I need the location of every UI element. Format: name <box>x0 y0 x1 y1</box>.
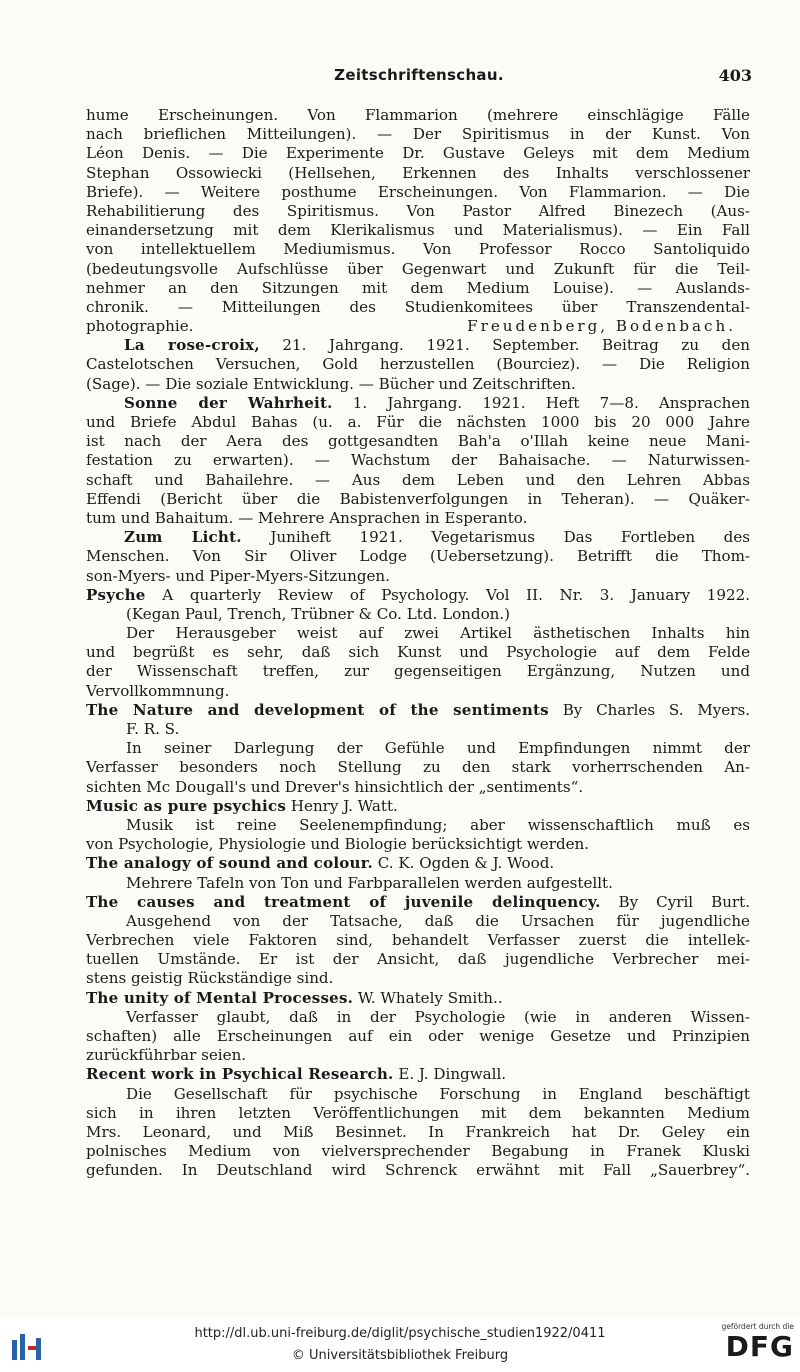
text-fragment: By Cyril Burt. <box>600 892 750 911</box>
text-line: Verbrechen viele Faktoren sind, behandelt Verfasser zuerst die intellek- <box>86 931 750 950</box>
entry-heading-line <box>86 1065 750 1084</box>
text-line: (bedeutungsvolle Aufschlüsse über Gegenwart und Zukunft für die Teil- <box>86 259 750 278</box>
text-line <box>86 317 750 336</box>
entry-heading-line <box>86 394 750 413</box>
body-text <box>86 106 750 1181</box>
text-line: und Briefe Abdul Bahas (u. a. Für die nächsten 1000 bis 20 000 Jahre <box>86 413 750 431</box>
text-line: Musik ist reine Seelenempfindung; aber wissenschaftlich muß es <box>126 815 750 834</box>
text-line: Verfasser besonders noch Stellung zu den stark vorherrschenden An- <box>86 758 750 777</box>
text-line: nach brieflichen Mitteilungen). — Der Spiritismus in der Kunst. Von <box>86 125 750 144</box>
text-line: F. R. S. <box>126 720 180 738</box>
running-head <box>86 66 752 96</box>
text-line: son-Myers- und Piper-Myers-Sitzungen. <box>86 566 390 585</box>
text-line: Der Herausgeber weist auf zwei Artikel ästhetischen Inhalts hin <box>126 624 750 643</box>
text-line: Briefe). — Weitere posthume Erscheinungen. Von Flammarion. — Die <box>86 182 750 201</box>
text-line: chronik. — Mitteilungen des Studienkomitees über Transzendental- <box>86 297 750 316</box>
text-line: zurückführbar seien. <box>86 1046 247 1065</box>
text-line: Stephan Ossowiecki (Hellsehen, Erkennen des Inhalts verschlossener <box>86 163 750 182</box>
entry-heading-line <box>86 586 750 605</box>
text-fragment: E. J. Dingwall. <box>393 1065 507 1084</box>
text-line: der Wissenschaft treffen, zur gegenseitigen Ergänzung, Nutzen und <box>86 662 750 681</box>
text-line: von Psychologie, Physiologie und Biologie berücksichtigt werden. <box>86 835 590 854</box>
text-line: und begrüßt es sehr, daß sich Kunst und Psychologie auf dem Felde <box>86 643 750 662</box>
signature: Freudenberg, Bodenbach. <box>467 317 736 336</box>
text-line: Mehrere Tafeln von Ton und Farbparallelen werden aufgestellt. <box>126 873 613 892</box>
text-line: einandersetzung mit dem Klerikalismus und Materialismus). — Ein Fall <box>86 221 750 240</box>
text-line: In seiner Darlegung der Gefühle und Empfindungen nimmt der <box>126 739 750 758</box>
entry-heading-line <box>86 528 750 547</box>
text-line: schaften) alle Erscheinungen auf ein oder wenige Gesetze und Prinzipien <box>86 1027 750 1045</box>
text-fragment: A quarterly Review of Psychology. Vol II. Nr. 3. January 1922. <box>145 585 750 604</box>
text-line: Verfasser glaubt, daß in der Psychologie (wie in anderen Wissen- <box>126 1007 750 1026</box>
page-title: Zeitschriftenschau. <box>334 66 504 84</box>
article-title: Recent work in Psychical Research. <box>86 1065 394 1084</box>
text-fragment: Henry J. Watt. <box>286 796 398 815</box>
text-line: festation zu erwarten). — Wachstum der Bahaisache. — Naturwissen- <box>86 451 750 470</box>
text-fragment: 21. Jahrgang. 1921. September. Beitrag zu den <box>259 336 750 355</box>
journal-title: Psyche <box>86 585 146 604</box>
text-line: tuellen Umstände. Er ist der Ansicht, daß jugendliche Verbrecher mei- <box>86 950 750 969</box>
text-line: sichten Mc Dougall's und Drever's hinsichtlich der „sentiments“. <box>86 777 584 796</box>
entry-heading-line <box>86 797 750 816</box>
article-title: The Nature and development of the sentiments <box>86 700 549 719</box>
copyright-credit: © Universitätsbibliothek Freiburg <box>291 1348 509 1363</box>
text-line: (Sage). — Die soziale Entwicklung. — Bücher und Zeitschriften. <box>86 374 576 393</box>
text-line: schaft und Bahailehre. — Aus dem Leben und den Lehren Abbas <box>86 470 750 489</box>
article-title: The causes and treatment of juvenile delinquency. <box>86 892 601 911</box>
text-line: Mrs. Leonard, und Miß Besinnet. In Frankreich hat Dr. Geley ein <box>86 1122 750 1141</box>
text-line: Menschen. Von Sir Oliver Lodge (Uebersetzung). Betrifft die Thom- <box>86 547 750 566</box>
entry-heading-line <box>86 989 750 1008</box>
viewer-footer <box>0 1318 800 1372</box>
text-line: Effendi (Bericht über die Babistenverfolgungen in Teheran). — Quäker- <box>86 489 750 508</box>
text-fragment: W. Whately Smith.. <box>353 988 503 1007</box>
text-line: hume Erscheinungen. Von Flammarion (mehrere einschlägige Fälle <box>86 106 750 124</box>
text-line: sich in ihren letzten Veröffentlichungen mit dem bekannten Medium <box>86 1103 750 1122</box>
article-title: Music as pure psychics <box>86 796 287 815</box>
dfg-tagline: gefördert durch die <box>721 1322 794 1331</box>
text-line: nehmer an den Sitzungen mit dem Medium Louise). — Auslands- <box>86 278 750 297</box>
text-fragment: photographie. <box>86 317 194 336</box>
text-line: Ausgehend von der Tatsache, daß die Ursachen für jugendliche <box>126 911 750 930</box>
article-title: The analogy of sound and colour. <box>86 854 373 873</box>
text-line: gefunden. In Deutschland wird Schrenck erwähnt mit Fall „Sauerbrey“. <box>86 1161 750 1180</box>
text-line: polnisches Medium von vielversprechender Begabung in Franek Kluski <box>86 1142 750 1161</box>
entry-heading-line <box>86 701 750 720</box>
text-line: ist nach der Aera des gottgesandten Bah'a o'Illah keine neue Mani- <box>86 432 750 451</box>
entry-heading-line <box>86 336 750 355</box>
text-fragment: 1. Jahrgang. 1921. Heft 7—8. Ansprachen <box>332 393 750 412</box>
text-fragment: C. K. Ogden & J. Wood. <box>372 854 555 873</box>
dfg-wordmark: DFG <box>725 1330 794 1363</box>
text-line: (Kegan Paul, Trench, Trübner & Co. Ltd. London.) <box>126 604 511 623</box>
entry-heading-line <box>86 854 750 873</box>
journal-title: Zum Licht. <box>124 528 242 547</box>
journal-title: Sonne der Wahrheit. <box>124 393 333 412</box>
article-title: The unity of Mental Processes. <box>86 988 354 1007</box>
text-line: Léon Denis. — Die Experimente Dr. Gustave Geleys mit dem Medium <box>86 144 750 163</box>
text-line: Castelotschen Versuchen, Gold herzustellen (Bourciez). — Die Religion <box>86 355 750 374</box>
page-number: 403 <box>718 66 752 85</box>
dfg-logo <box>702 1322 794 1368</box>
journal-title: La rose-croix, <box>124 336 260 355</box>
text-line: stens geistig Rückständige sind. <box>86 969 334 988</box>
text-fragment: By Charles S. Myers. <box>548 700 750 719</box>
text-line: Rehabilitierung des Spiritismus. Von Pastor Alfred Binezech (Aus- <box>86 201 750 220</box>
entry-heading-line <box>86 893 750 912</box>
page-url-link[interactable]: http://dl.ub.uni-freiburg.de/diglit/psychische_studien1922/0411 <box>194 1326 606 1341</box>
text-line: von intellektuellem Mediumismus. Von Professor Rocco Santoliquido <box>86 240 750 259</box>
text-line: Vervollkommnung. <box>86 681 230 700</box>
text-line: tum und Bahaitum. — Mehrere Ansprachen in Esperanto. <box>86 508 528 527</box>
text-fragment: Juniheft 1921. Vegetarismus Das Fortleben des <box>241 528 750 547</box>
text-line: Die Gesellschaft für psychische Forschung in England beschäftigt <box>126 1084 750 1103</box>
